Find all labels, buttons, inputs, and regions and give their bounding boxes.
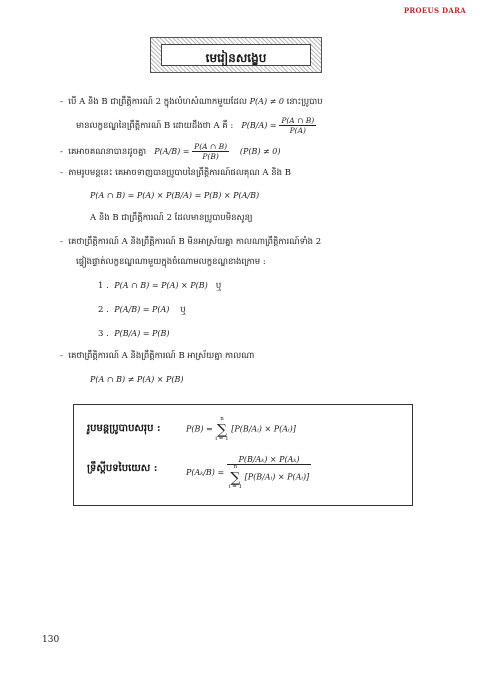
cond-3-label: 3 . (98, 329, 109, 339)
bullet-marker: - (60, 97, 63, 107)
bullet-3-text: តាមរូបមន្តនេះ គេអាចទាញបានប្រូបាបនៃព្រឹត្តិការណ៍ផលគុណ A និង B (68, 168, 291, 178)
bullet-1 (60, 97, 323, 109)
total-probability-formula (186, 417, 296, 442)
bayes-formula (186, 455, 311, 490)
bullet-2 (60, 142, 280, 161)
independence-cond-2 (98, 305, 186, 317)
header-author: PROEUS DARA (403, 6, 466, 15)
bullet-marker: - (60, 237, 63, 247)
bayes-num: P(B/Aₖ) × P(Aₖ) (227, 455, 312, 465)
bayes-lhs: P(Aₖ/B) = (186, 468, 225, 477)
bullet-1-cond: P(A) ≠ 0 (249, 97, 284, 106)
total-probability-label: រូបមន្តប្រូបាបសរុប : (87, 423, 161, 434)
bullet-1-cont-text: មានលក្ខខណ្ឌនៃព្រឹត្តិការណ៍ B ដោយដឹងថា A គឺ : (76, 121, 234, 131)
total-lhs: P(B) = (186, 424, 213, 434)
bayes-fraction (227, 455, 312, 490)
formula-box (73, 404, 413, 506)
sum-upper: n (220, 416, 224, 422)
cond-3-formula: P(B/A) = P(B) (114, 329, 170, 338)
bullet-4-cont: ផ្ទៀងផ្ទាត់លក្ខខណ្ឌណាមួយក្នុងចំណោមលក្ខខណ្ឌខាងក្រោម : (76, 257, 266, 267)
bullet-marker: - (60, 168, 63, 178)
banner-inner (161, 44, 311, 66)
cond-2-formula: P(A/B) = P(A) (114, 305, 170, 314)
formula-pab-num: P(A ∩ B) (194, 142, 228, 151)
bayes-sum-upper: n (233, 464, 238, 470)
bayes-den (227, 465, 312, 490)
cond-2-tail: ឬ (180, 305, 186, 315)
cond-2-label: 2 . (98, 305, 109, 315)
page-title: មេរៀនសង្ខេប (205, 51, 267, 65)
cond-1-tail: ឬ (215, 281, 222, 291)
sigma-icon: n ∑ i = 1 (215, 416, 229, 442)
formula-pab-lhs: P(A/B) = (154, 147, 190, 156)
bullet-2-text: គេអាចគណនាបានដូចគ្នា (68, 147, 147, 157)
sigma-icon: n ∑ i = 1 (228, 464, 243, 490)
total-body: [P(B/Aᵢ) × P(Aᵢ)] (231, 424, 296, 434)
formula-pab-den: P(B) (202, 152, 219, 161)
bullet-4 (60, 237, 321, 249)
bullet-1-tail: នោះប្រូបាប (286, 97, 323, 107)
bayes-den-body: [P(B/Aᵢ) × P(Aᵢ)] (244, 472, 310, 482)
sum-lower: i = 1 (215, 435, 229, 442)
formula-pba-lhs: P(B/A) = (241, 121, 277, 130)
dependence-formula: P(A ∩ B) ≠ P(A) × P(B) (90, 375, 184, 384)
bullet-marker: - (60, 147, 63, 157)
bullet-1-text: បើ A និង B ជាព្រឹត្តិការណ៍ 2 ក្នុងលំហសំណាកមួយដែល (68, 97, 247, 107)
bullet-1-cont (76, 116, 316, 135)
formula-pba-fraction (279, 116, 316, 135)
page-number: 130 (42, 635, 60, 645)
title-banner (150, 37, 322, 73)
formula-pab-fraction (192, 142, 229, 161)
nonzero-note: A និង B ជាព្រឹត្តិការណ៍ 2 ដែលមានប្រូបាបមិនសូន្យ (90, 213, 253, 223)
bullet-marker: - (60, 351, 63, 361)
bullet-3 (60, 168, 291, 180)
independence-cond-1 (98, 281, 221, 293)
bayes-label: ទ្រឹស្តីបទបៃយេស : (87, 463, 158, 474)
formula-product-rule: P(A ∩ B) = P(A) × P(B/A) = P(B) × P(A/B) (90, 191, 260, 200)
formula-pba-num: P(A ∩ B) (281, 116, 315, 125)
cond-1-label: 1 . (98, 281, 109, 291)
bullet-5-text: គេថាព្រឹត្តិការណ៍ A និងព្រឹត្តិការណ៍ B អាស្រ័យគ្នា កាលណា (68, 351, 255, 361)
formula-pba-den: P(A) (289, 126, 306, 135)
bayes-sum-lower: i = 1 (228, 483, 243, 490)
formula-pab-cond: (P(B) ≠ 0) (239, 147, 281, 156)
cond-1-formula: P(A ∩ B) = P(A) × P(B) (114, 281, 208, 290)
independence-cond-3 (98, 329, 170, 339)
bullet-5 (60, 351, 254, 363)
bullet-4-text: គេថាព្រឹត្តិការណ៍ A និងព្រឹត្តិការណ៍ B មិនអាស្រ័យគ្នា កាលណាព្រឹត្តិការណ៍ទាំង 2 (68, 237, 322, 247)
